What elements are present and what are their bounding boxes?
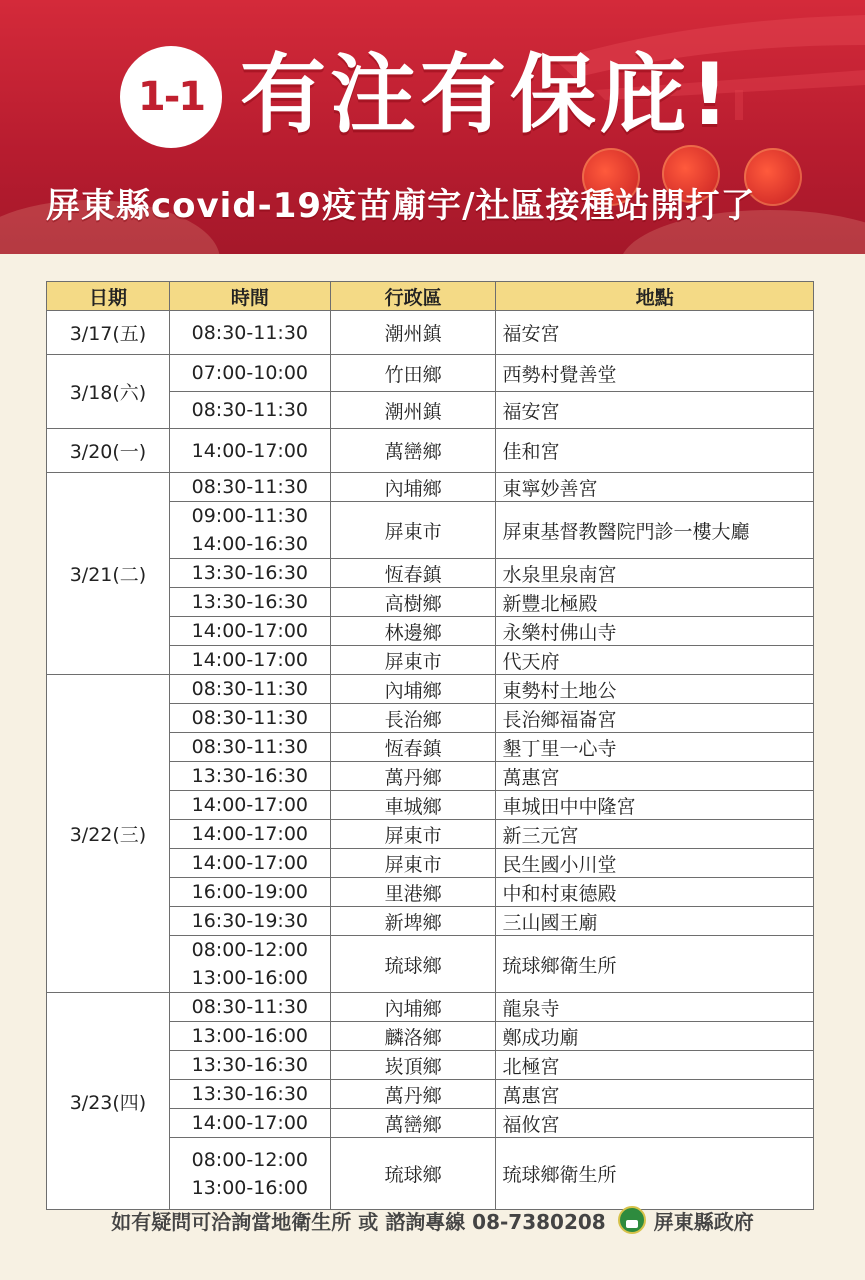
page-subtitle: 屏東縣covid-19疫苗廟宇/社區接種站開打了 [46, 186, 756, 226]
district-cell: 林邊鄉 [330, 617, 496, 646]
location-cell: 萬惠宮 [496, 762, 814, 791]
time-cell: 08:30-11:30 [169, 473, 330, 502]
contact-text: 如有疑問可洽詢當地衛生所 或 諮詢專線 08-7380208 [111, 1209, 606, 1234]
time-cell: 14:00-17:00 [169, 820, 330, 849]
time-cell: 08:30-11:30 [169, 311, 330, 355]
time-line: 08:00-12:00 [191, 939, 308, 961]
table-row [47, 473, 814, 502]
date-cell: 3/20(一) [47, 429, 170, 473]
header-banner [0, 0, 865, 254]
district-cell: 萬巒鄉 [330, 1109, 496, 1138]
location-cell: 西勢村覺善堂 [496, 355, 814, 392]
district-cell: 恆春鎮 [330, 733, 496, 762]
district-cell: 屏東市 [330, 820, 496, 849]
table-row [47, 311, 814, 355]
time-cell: 13:30-16:30 [169, 559, 330, 588]
page-title: 有注有保庇! [240, 45, 734, 145]
district-cell: 崁頂鄉 [330, 1051, 496, 1080]
table-row [47, 429, 814, 473]
district-cell: 屏東市 [330, 502, 496, 559]
district-cell: 萬巒鄉 [330, 429, 496, 473]
location-cell: 長治鄉福崙宮 [496, 704, 814, 733]
location-cell: 東寧妙善宮 [496, 473, 814, 502]
time-cell: 14:00-17:00 [169, 617, 330, 646]
location-cell: 龍泉寺 [496, 993, 814, 1022]
location-cell: 東勢村土地公 [496, 675, 814, 704]
time-cell: 08:30-11:30 [169, 733, 330, 762]
date-cell: 3/18(六) [47, 355, 170, 429]
county-emblem-icon [618, 1206, 646, 1234]
time-cell: 16:00-19:00 [169, 878, 330, 907]
location-cell: 琉球鄉衛生所 [496, 936, 814, 993]
time-cell: 08:30-11:30 [169, 704, 330, 733]
date-cell: 3/23(四) [47, 993, 170, 1210]
district-cell: 里港鄉 [330, 878, 496, 907]
time-line: 08:00-12:00 [191, 1148, 308, 1171]
time-cell: 14:00-17:00 [169, 429, 330, 473]
district-cell: 屏東市 [330, 646, 496, 675]
district-cell: 內埔鄉 [330, 675, 496, 704]
time-line: 13:00-16:00 [191, 967, 308, 989]
location-cell: 永樂村佛山寺 [496, 617, 814, 646]
time-cell: 13:00-16:00 [169, 1022, 330, 1051]
date-cell: 3/22(三) [47, 675, 170, 993]
district-cell: 恆春鎮 [330, 559, 496, 588]
district-cell: 萬丹鄉 [330, 762, 496, 791]
district-cell: 長治鄉 [330, 704, 496, 733]
district-cell: 內埔鄉 [330, 473, 496, 502]
time-cell: 13:30-16:30 [169, 1051, 330, 1080]
header-location: 地點 [496, 282, 814, 311]
time-cell [169, 1138, 330, 1210]
location-cell: 車城田中中隆宮 [496, 791, 814, 820]
header-district: 行政區 [330, 282, 496, 311]
footer [0, 1200, 865, 1240]
district-cell: 高樹鄉 [330, 588, 496, 617]
district-cell: 琉球鄉 [330, 936, 496, 993]
location-cell: 新豐北極殿 [496, 588, 814, 617]
time-cell: 13:30-16:30 [169, 1080, 330, 1109]
location-cell: 三山國王廟 [496, 907, 814, 936]
table-row [47, 675, 814, 704]
district-cell: 車城鄉 [330, 791, 496, 820]
time-cell: 14:00-17:00 [169, 791, 330, 820]
time-line: 13:00-16:00 [191, 1176, 308, 1199]
district-cell: 內埔鄉 [330, 993, 496, 1022]
table-row [47, 355, 814, 392]
location-cell: 民生國小川堂 [496, 849, 814, 878]
district-cell: 竹田鄉 [330, 355, 496, 392]
time-line: 09:00-11:30 [191, 505, 308, 527]
district-cell: 新埤鄉 [330, 907, 496, 936]
time-cell: 14:00-17:00 [169, 1109, 330, 1138]
header-date: 日期 [47, 282, 170, 311]
table-row [47, 993, 814, 1022]
schedule-table [46, 281, 814, 1210]
date-cell: 3/21(二) [47, 473, 170, 675]
district-cell: 潮州鎮 [330, 311, 496, 355]
district-cell: 琉球鄉 [330, 1138, 496, 1210]
location-cell: 福安宮 [496, 392, 814, 429]
location-cell: 鄭成功廟 [496, 1022, 814, 1051]
time-cell [169, 502, 330, 559]
episode-badge: 1-1 [120, 46, 222, 148]
time-cell: 08:30-11:30 [169, 993, 330, 1022]
time-cell: 08:30-11:30 [169, 675, 330, 704]
location-cell: 代天府 [496, 646, 814, 675]
district-cell: 萬丹鄉 [330, 1080, 496, 1109]
time-cell: 13:30-16:30 [169, 762, 330, 791]
time-cell: 14:00-17:00 [169, 646, 330, 675]
location-cell: 琉球鄉衛生所 [496, 1138, 814, 1210]
header-time: 時間 [169, 282, 330, 311]
location-cell: 佳和宮 [496, 429, 814, 473]
organization-name: 屏東縣政府 [653, 1209, 754, 1234]
time-cell: 07:00-10:00 [169, 355, 330, 392]
location-cell: 萬惠宮 [496, 1080, 814, 1109]
district-cell: 麟洛鄉 [330, 1022, 496, 1051]
time-cell: 14:00-17:00 [169, 849, 330, 878]
location-cell: 福安宮 [496, 311, 814, 355]
location-cell: 屏東基督教醫院門診一樓大廳 [496, 502, 814, 559]
location-cell: 墾丁里一心寺 [496, 733, 814, 762]
date-cell: 3/17(五) [47, 311, 170, 355]
time-cell [169, 936, 330, 993]
district-cell: 潮州鎮 [330, 392, 496, 429]
location-cell: 新三元宮 [496, 820, 814, 849]
location-cell: 中和村東德殿 [496, 878, 814, 907]
location-cell: 水泉里泉南宮 [496, 559, 814, 588]
time-line: 14:00-16:30 [191, 533, 308, 555]
time-cell: 13:30-16:30 [169, 588, 330, 617]
time-cell: 08:30-11:30 [169, 392, 330, 429]
time-cell: 16:30-19:30 [169, 907, 330, 936]
location-cell: 福攸宮 [496, 1109, 814, 1138]
district-cell: 屏東市 [330, 849, 496, 878]
location-cell: 北極宮 [496, 1051, 814, 1080]
